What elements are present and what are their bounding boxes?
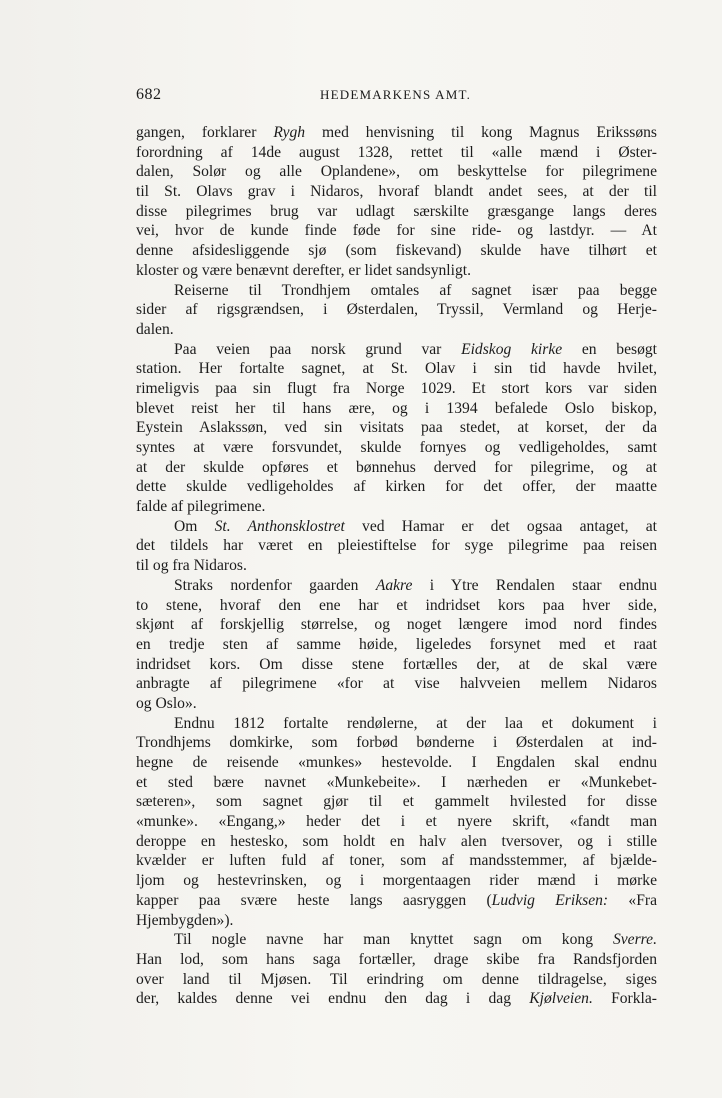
italic-name: Rygh	[273, 124, 306, 141]
text-line: falde af pilegrimene.	[136, 498, 266, 516]
text-line: over land til Mjøsen. Til erindring om denne tildragelse, siges	[136, 970, 657, 988]
line-text: Om	[174, 517, 215, 535]
running-title: HEDEMARKENS AMT.	[320, 87, 472, 102]
text-line	[136, 340, 657, 360]
text-line: Eystein Aslakssøn, ved sin visitats paa stedet, at korset, der da	[136, 419, 657, 437]
text-line: kvælder er luften fuld af toner, som af mandsstemmer, af bjælde-	[136, 852, 657, 870]
italic-name: Kjølveien.	[529, 990, 593, 1008]
text-line: til St. Olavs grav i Nidaros, hvoraf blandt andet sees, at der til	[136, 183, 657, 201]
italic-name: Ludvig Eriksen:	[491, 891, 609, 909]
text-line: ljom og hestevrinsken, og i morgentaagen rider mænd i mørke	[136, 872, 657, 890]
text-line: skjønt af forskjellig størrelse, og noget længere imod nord findes	[136, 616, 657, 634]
text-line: Han lod, som hans saga fortæller, drage skibe fra Randsfjorden	[136, 950, 657, 968]
page-number: 682	[136, 86, 162, 103]
text-line	[136, 517, 657, 537]
text-line: forordning af 14de august 1328, rettet til «alle mænd i Øster-	[136, 143, 657, 161]
text-line: dette skulde vedligeholdes af kirken for det offer, der maatte	[136, 478, 657, 496]
text-line: sæteren», som sagnet gjør til et gammelt hvilested for disse	[136, 793, 657, 811]
text-line: indridset kors. Om disse stene fortælles der, at de skal være	[136, 655, 657, 673]
text-line: at der skulde opføres et bønnehus derved for pilegrime, og at	[136, 458, 657, 476]
line-text: gangen, forklarer	[136, 124, 274, 141]
text-line: til og fra Nidaros.	[136, 557, 247, 575]
line-text: en besøgt	[562, 340, 657, 358]
text-line: Hjembygden»).	[136, 911, 234, 929]
line-text: kapper paa svære heste langs aasryggen (	[136, 891, 492, 909]
text-line: rimeligvis paa sin flugt fra Norge 1029. Et stort kors var siden	[136, 379, 657, 397]
line-text: Til nogle navne har man knyttet sagn om kong	[174, 931, 613, 949]
text-line: disse pilegrimes brug var udlagt særskilte græsgange langs deres	[136, 202, 657, 220]
text-line: anbragte af pilegrimene «for at vise halvveien mellem Nidaros	[136, 675, 657, 693]
italic-name: St. Anthonsklostret	[214, 517, 345, 535]
text-line	[136, 930, 657, 950]
line-text: Straks nordenfor gaarden	[174, 576, 376, 594]
italic-name: Aakre	[375, 576, 413, 594]
italic-name: Eidskog kirke	[461, 340, 563, 358]
text-line	[136, 576, 657, 596]
text-line: kloster og være benævnt derefter, er lidet sandsynligt.	[136, 261, 471, 279]
text-line	[136, 123, 657, 143]
text-line: og Oslo».	[136, 694, 197, 712]
text-line	[136, 891, 657, 911]
text-line: et sted bære navnet «Munkebeite». I nærheden er «Munkebet-	[136, 773, 657, 791]
text-line: denne afsidesliggende sjø (som fiskevand) skulde have tilhørt et	[136, 242, 657, 260]
line-text: Paa veien paa norsk grund var	[174, 340, 462, 358]
line-text: med henvisning til kong Magnus Erikssøns	[305, 124, 657, 141]
text-line: vei, hvor de kunde finde føde for sine ride- og lastdyr. — At	[136, 222, 657, 240]
line-text: i Ytre Rendalen staar endnu	[412, 576, 658, 594]
text-line: Trondhjems domkirke, som forbød bønderne i Østerdalen at ind-	[136, 734, 657, 752]
text-line: syntes at være forsvundet, skulde fornyes og vedligeholdes, samt	[136, 439, 657, 456]
text-line: det tildels har været en pleiestiftelse for syge pilegrime paa reisen	[136, 537, 657, 555]
text-line: Endnu 1812 fortalte rendølerne, at der laa et dokument i	[174, 714, 657, 732]
text-line: blevet reist her til hans ære, og i 1394 befalede Oslo biskop,	[136, 399, 657, 417]
text-line: en tredje sten af samme høide, ligeledes forsynet med et raat	[136, 635, 657, 653]
text-line: dalen, Solør og alle Oplandene», om beskyttelse for pilegrimene	[136, 163, 657, 181]
line-text: ved Hamar er det ogsaa antaget, at	[344, 517, 657, 535]
line-text: der, kaldes denne vei endnu den dag i dag	[136, 990, 530, 1008]
italic-name: Sverre.	[612, 931, 657, 949]
line-text: Forkla-	[592, 990, 657, 1008]
body-text	[136, 123, 657, 1009]
text-line: to stene, hvoraf den ene har et indridset kors paa hver side,	[136, 596, 657, 614]
text-line: hegne de reisende «munkes» hestevolde. I Engdalen skal endnu	[136, 754, 657, 771]
line-text: «Fra	[608, 891, 657, 909]
text-line: station. Her fortalte sagnet, at St. Olav i sin tid havde hvilet,	[136, 360, 657, 378]
text-line: «munke». «Engang,» heder det i et nyere skrift, «fandt man	[136, 813, 657, 831]
text-line: Reiserne til Trondhjem omtales af sagnet især paa begge	[174, 281, 657, 299]
page-header	[136, 86, 656, 108]
text-line: deroppe en hestesko, som holdt en halv alen tversover, og i stille	[136, 832, 657, 850]
text-line: dalen.	[136, 320, 174, 338]
text-line: sider af rigsgrændsen, i Østerdalen, Tryssil, Vermland og Herje-	[136, 301, 657, 319]
text-line	[136, 989, 657, 1009]
